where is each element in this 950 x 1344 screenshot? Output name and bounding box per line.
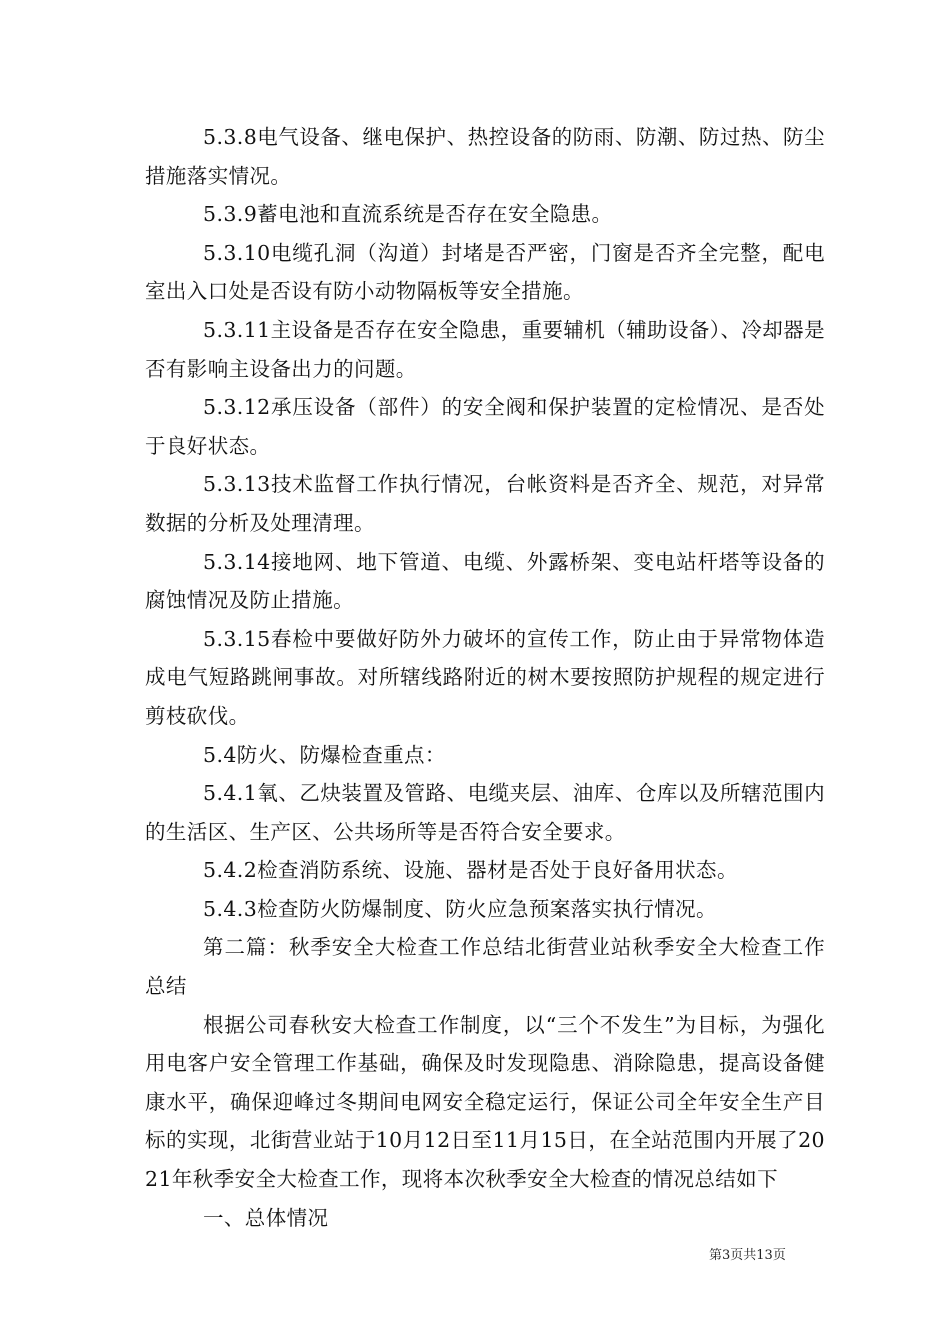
paragraph: 5.4.2检查消防系统、设施、器材是否处于良好备用状态。 xyxy=(203,858,738,883)
paragraph: 5.4.1氧、乙炔装置及管路、电缆夹层、油库、仓库以及所辖范围内的生活区、生产区、公共场所等是否符合安全要求。 xyxy=(145,781,825,844)
paragraph: 5.3.9蓄电池和直流系统是否存在安全隐患。 xyxy=(203,202,613,227)
paragraph: 5.3.11主设备是否存在安全隐患，重要辅机（辅助设备）、冷却器是否有影响主设备出力的问题。 xyxy=(145,317,825,381)
paragraph: 根据公司春秋安大检查工作制度，以“三个不发生”为目标，为强化用电客户安全管理工作基础，确保及时发现隐患、消除隐患，提高设备健康水平，确保迎峰过冬期间电网安全稳定运行，保证公司全年安全生产目标的实现，北街营业站于10月12日至11月15日，在全站范围内开展了2021年秋季安全大检查工作，现将本次秋季安全大检查的情况总结如下 xyxy=(145,1012,825,1192)
paragraph: 5.3.8电气设备、继电保护、热控设备的防雨、防潮、防过热、防尘措施落实情况。 xyxy=(145,125,825,188)
paragraph: 5.3.13技术监督工作执行情况，台帐资料是否齐全、规范，对异常数据的分析及处理清理。 xyxy=(145,472,825,535)
paragraph: 5.3.15春检中要做好防外力破坏的宣传工作，防止由于异常物体造成电气短路跳闸事故。对所辖线路附近的树木要按照防护规程的规定进行剪枝砍伐。 xyxy=(145,626,825,728)
chapter-title: 第二篇：秋季安全大检查工作总结北街营业站秋季安全大检查工作总结 xyxy=(145,935,825,999)
paragraph: 5.3.14接地网、地下管道、电缆、外露桥架、变电站杆塔等设备的腐蚀情况及防止措施。 xyxy=(145,549,825,613)
section-heading: 一、总体情况 xyxy=(203,1205,329,1230)
paragraph: 5.3.12承压设备（部件）的安全阀和保护装置的定检情况、是否处于良好状态。 xyxy=(145,395,825,458)
section-heading: 5.4防火、防爆检查重点： xyxy=(203,742,446,767)
document-body xyxy=(145,118,825,1237)
paragraph: 5.3.10电缆孔洞（沟道）封堵是否严密，门窗是否齐全完整，配电室出入口处是否设有防小动物隔板等安全措施。 xyxy=(145,240,825,304)
page-number-footer: 第3页共13页 xyxy=(709,1248,786,1263)
paragraph: 5.4.3检查防火防爆制度、防火应急预案落实执行情况。 xyxy=(203,896,717,921)
